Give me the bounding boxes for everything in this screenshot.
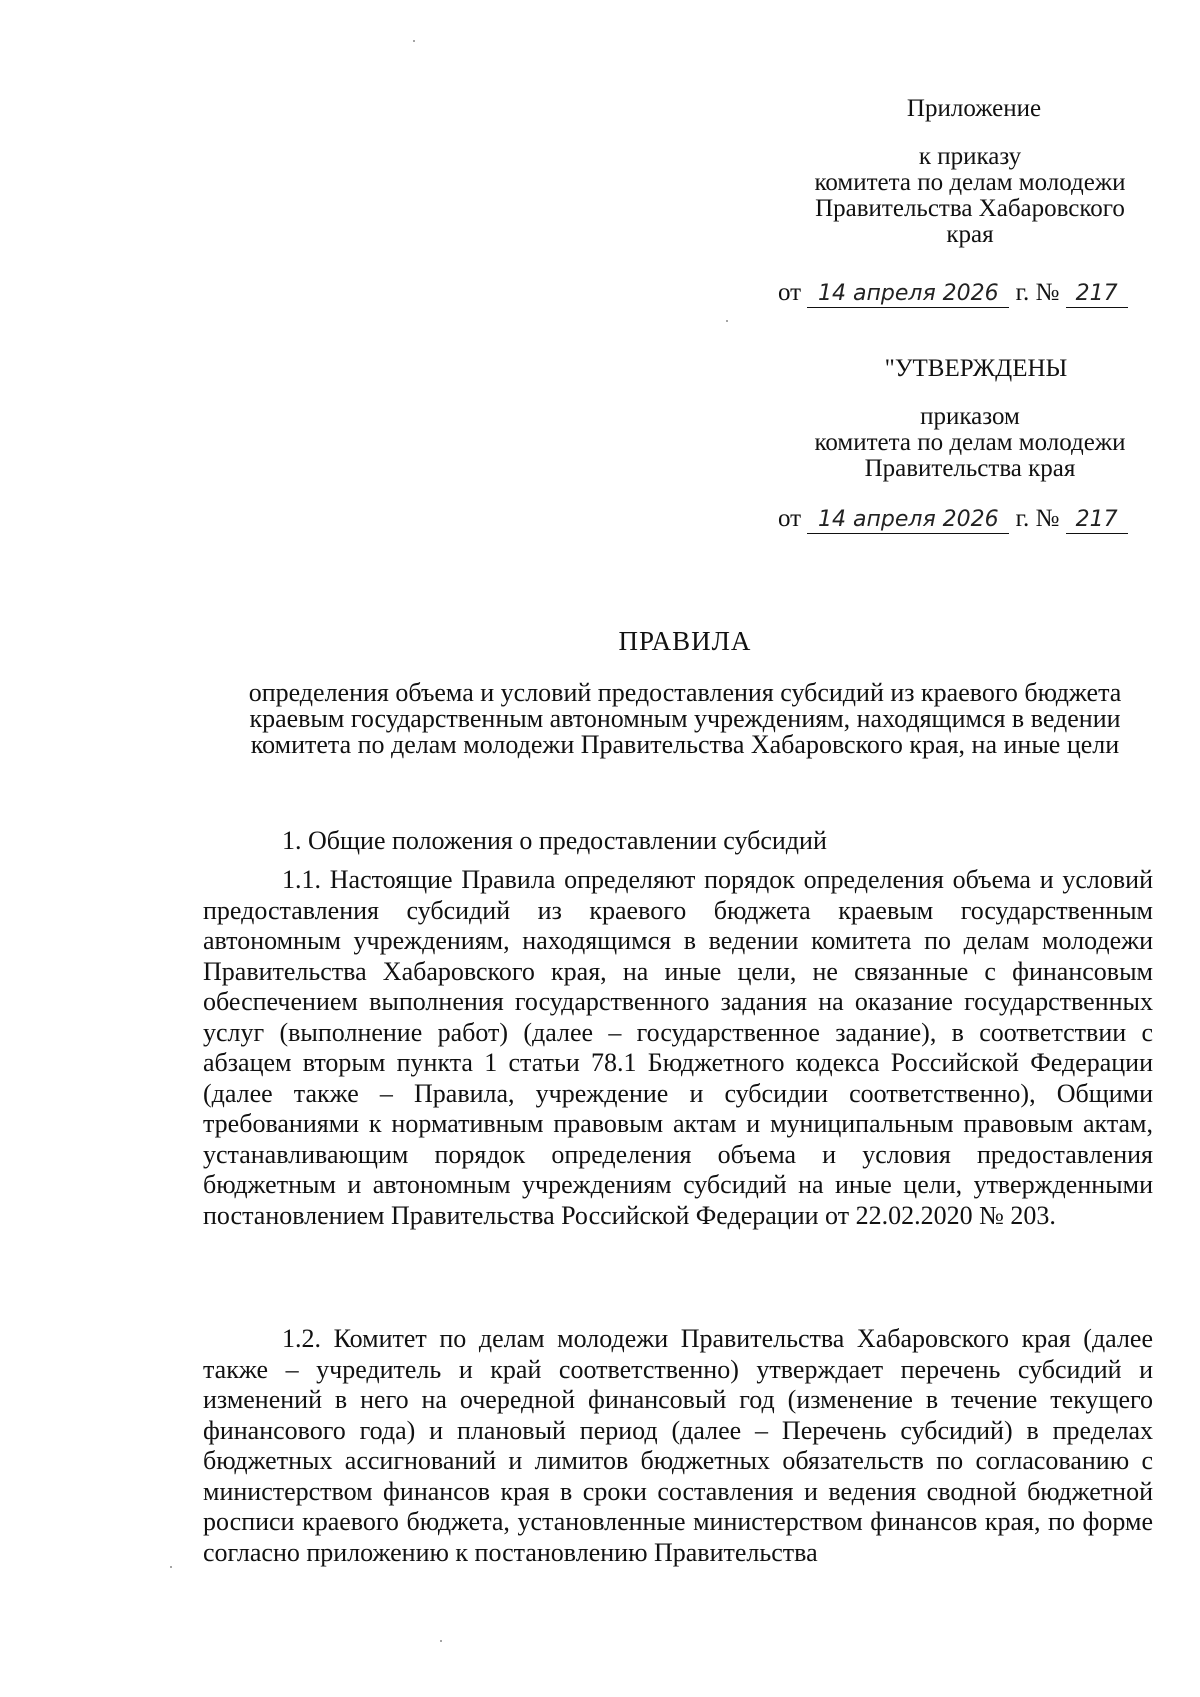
document-title: ПРАВИЛА xyxy=(618,626,752,656)
appendix-line-3: Правительства Хабаровского xyxy=(815,195,1125,222)
scan-speck xyxy=(170,1566,172,1568)
approved-line-1: приказом xyxy=(920,403,1020,430)
appendix-number-prefix: г. № xyxy=(1015,279,1060,306)
document-subtitle: определения объема и условий предоставления субсидий из краевого бюджета краевым государственным автономным учреждениям, находящимся в ведении комитета по делам молодежи Правительства Хабаровского края, на иные цели xyxy=(248,678,1122,759)
approved-number-handwritten: 217 xyxy=(1066,507,1128,534)
scan-speck xyxy=(726,320,728,322)
appendix-line-1: к приказу xyxy=(918,143,1022,170)
appendix-number-handwritten: 217 xyxy=(1066,281,1128,308)
approved-block xyxy=(770,356,1170,482)
appendix-block xyxy=(770,96,1170,248)
approved-date-prefix: от xyxy=(778,505,802,532)
approved-line-3: Правительства края xyxy=(864,455,1076,482)
approved-line-2: комитета по делам молодежи xyxy=(814,429,1126,456)
paragraph-1-2: 1.2. Комитет по делам молодежи Правительства Хабаровского края (далее также – учредитель и край соответственно) утверждает перечень субсидий и изменений в него на очередной финансовый год (изменение в течение текущего финансового года) и плановый период (далее – Перечень субсидий) в пределах бюджетных ассигнований и лимитов бюджетных обязательств по согласованию с министерством финансов края в сроки составления и ведения сводной бюджетной росписи краевого бюджета, установленные министерством финансов края, по форме согласно приложению к постановлению Правительства xyxy=(203,1324,1153,1567)
paragraph-1-1: 1.1. Настоящие Правила определяют порядок определения объема и условий предоставления субсидий из краевого бюджета краевым государственным автономным учреждениям, находящимся в ведении комитета по делам молодежи Правительства Хабаровского края, на иные цели, не связанные с финансовым обеспечением выполнения государственного задания на оказание государственных услуг (выполнение работ) (далее – государственное задание), в соответствии с абзацем вторым пункта 1 статьи 78.1 Бюджетного кодекса Российской Федерации (далее также – Правила, учреждение и субсидии соответственно), Общими требованиями к нормативным правовым актам и муниципальным правовым актам, устанавливающим порядок определения объема и условия предоставления бюджетным и автономным учреждениям субсидий на иные цели, утвержденными постановлением Правительства Российской Федерации от 22.02.2020 № 203. xyxy=(203,865,1153,1230)
appendix-title: Приложение xyxy=(906,95,1042,122)
approved-number-prefix: г. № xyxy=(1015,505,1060,532)
approved-date-handwritten: 14 апреля 2026 xyxy=(807,507,1009,534)
section-1-heading: 1. Общие положения о предоставлении субсидий xyxy=(282,826,827,855)
appendix-date-line xyxy=(778,278,1128,308)
approved-date-line xyxy=(778,504,1128,534)
scan-speck xyxy=(440,1640,442,1642)
appendix-line-4: края xyxy=(946,221,994,248)
appendix-date-handwritten: 14 апреля 2026 xyxy=(807,281,1009,308)
appendix-line-2: комитета по делам молодежи xyxy=(814,169,1126,196)
scan-speck xyxy=(413,40,415,42)
approved-title: "УТВЕРЖДЕНЫ xyxy=(884,355,1068,382)
appendix-date-prefix: от xyxy=(778,279,802,306)
